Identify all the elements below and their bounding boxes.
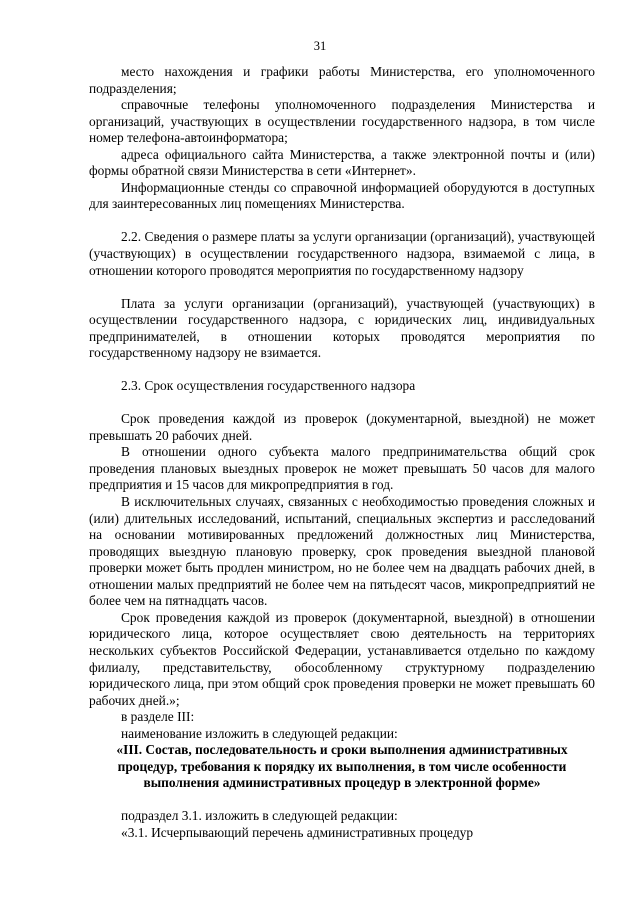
- page-number: 31: [313, 39, 327, 53]
- paragraph: Плата за услуги организации (организаций), участвующей (участвующих) в осуществлении государственного надзора, с юридических лиц, индивидуальных предпринимателей, в отношении которых проводятся мероприятия по государственному надзору не взимается.: [89, 295, 595, 361]
- paragraph: Срок проведения каждой из проверок (документарной, выездной) не может превышать 20 рабочих дней.: [89, 411, 595, 443]
- paragraph: в разделе III:: [121, 709, 195, 725]
- paragraph: подраздел 3.1. изложить в следующей редакции:: [121, 808, 398, 824]
- paragraph: Информационные стенды со справочной информацией оборудуются в доступных для заинтересованных лиц помещениях Министерства.: [89, 179, 595, 212]
- section-iii-title: «III. Состав, последовательность и сроки выполнения административных процедур, требования к порядку их выполнения, в том числе особенности выполнения административных процедур в электронной форме»: [116, 742, 568, 791]
- paragraph: В исключительных случаях, связанных с необходимостью проведения сложных и (или) длительных исследований, испытаний, специальных экспертиз и расследований на основании мотивированных предложений должностных лиц Министерства, проводящих выездную плановую проверку, срок проведения выездной плановой проверки может быть продлен министром, но не более чем на двадцать рабочих дней, в отношении малых предприятий не более чем на пятьдесят часов, микропредприятий не более чем на пятнадцать часов.: [89, 494, 595, 609]
- page-content: [89, 64, 595, 841]
- section-2-3-heading: 2.3. Срок осуществления государственного надзора: [121, 378, 416, 394]
- paragraph: Срок проведения каждой из проверок (документарной, выездной) в отношении юридического лица, которое осуществляет свою деятельность на территориях нескольких субъектов Российской Федерации, устанавливается отдельно по каждому филиалу, представительству, обособленному структурному подразделению юридического лица, при этом общий срок проведения проверки не может превышать 60 рабочих дней.»;: [89, 609, 595, 708]
- paragraph: справочные телефоны уполномоченного подразделения Министерства и организаций, участвующих в осуществлении государственного надзора, в том числе номер телефона-автоинформатора;: [89, 97, 595, 146]
- paragraph: «3.1. Исчерпывающий перечень административных процедур: [121, 824, 474, 840]
- paragraph: адреса официального сайта Министерства, а также электронной почты и (или) формы обратной связи Министерства в сети «Интернет».: [89, 146, 595, 179]
- paragraph: место нахождения и графики работы Министерства, его уполномоченного подразделения;: [89, 64, 595, 96]
- paragraph: В отношении одного субъекта малого предпринимательства общий срок проведения плановых выездных проверок не может превышать 50 часов для малого предприятия и 15 часов для микропредприятия в год.: [89, 444, 595, 493]
- paragraph: наименование изложить в следующей редакции:: [121, 725, 398, 741]
- section-2-2-heading: 2.2. Сведения о размере платы за услуги организации (организаций), участвующей (участвующих) в осуществлении государственного надзора, взимаемой с лица, в отношении которого проводятся мероприятия по государственному надзору: [89, 229, 595, 278]
